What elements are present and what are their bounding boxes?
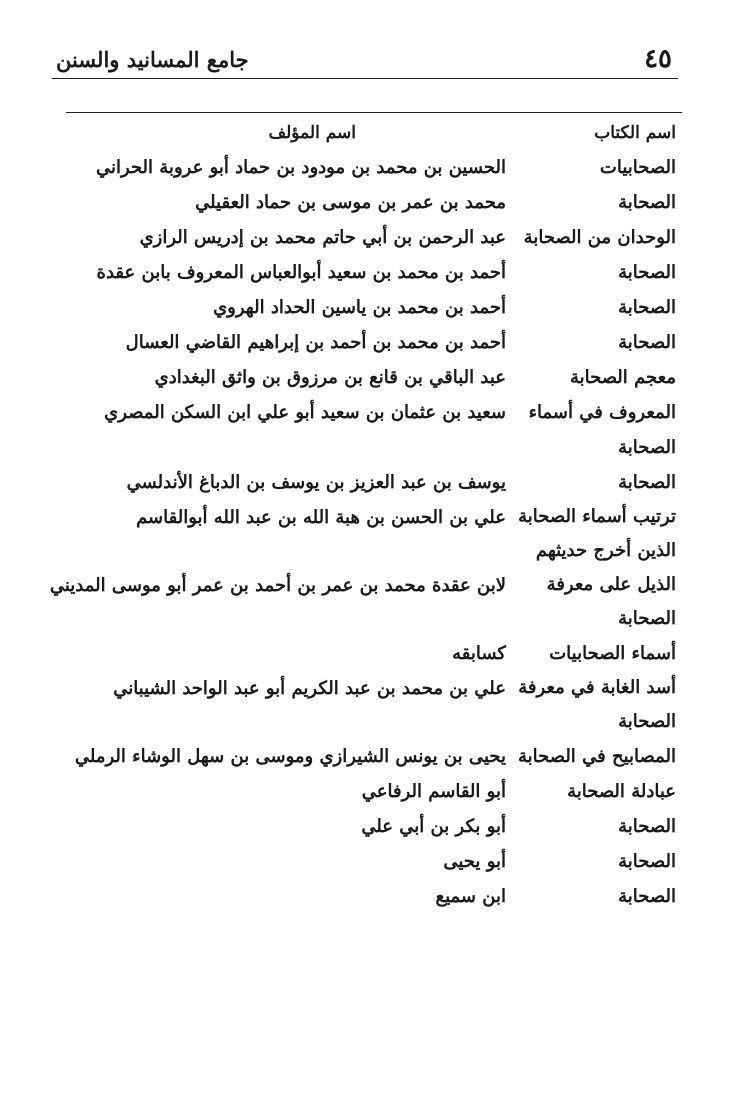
author-name: كسابقه [452,643,506,664]
table-row [66,879,682,914]
book-title: الصحابيات [599,157,676,178]
book-title: معجم الصحابة [569,367,676,388]
table-row [66,774,682,809]
book-title: الصحابة [618,192,676,213]
table-row [66,739,682,774]
table-row [49,568,682,636]
book-title: أسد الغابة في معرفة الصحابة [518,677,676,732]
book-title: الصحابة [618,816,676,837]
table-row [66,671,682,739]
books-table [49,116,682,914]
table-row [66,220,682,255]
table-row [66,325,682,360]
book-title: الصحابة [618,332,676,353]
book-title: الذيل على معرفة الصحابة [546,574,676,629]
author-name: ابن سميع [435,886,506,907]
running-title: جامع المسانيد والسنن [56,47,249,72]
author-name: يوسف بن عبد العزيز بن يوسف بن الدباغ الأندلسي [126,472,506,493]
author-name: محمد بن عمر بن موسى بن حماد العقيلي [195,192,506,213]
column-header-book: اسم الكتاب [594,123,676,143]
book-title: الصحابة [618,262,676,283]
table-row [66,290,682,325]
author-name: أحمد بن محمد بن أحمد بن إبراهيم القاضي العسال [125,332,506,353]
table-row [66,809,682,844]
author-name: علي بن محمد بن عبد الكريم أبو عبد الواحد الشيباني [113,678,506,699]
author-name: سعيد بن عثمان بن سعيد أبو علي ابن السكن المصري [104,402,506,423]
table-row [66,360,682,395]
author-name: لابن عقدة محمد بن عمر بن أحمد بن عمر أبو موسى المديني [49,575,506,596]
book-title: أسماء الصحابيات [549,643,676,664]
table-header-row [66,116,682,150]
book-title: المعروف في أسماء الصحابة [528,402,676,458]
table-row [66,844,682,879]
author-name: عبد الباقي بن قانع بن مرزوق بن واثق البغدادي [154,367,506,388]
author-name: أحمد بن محمد بن ياسين الحداد الهروي [213,297,506,318]
table-row [66,636,682,671]
table-row [66,150,682,185]
book-title: المصابيح في الصحابة [517,746,676,767]
table-row [66,255,682,290]
author-name: عبد الرحمن بن أبي حاتم محمد بن إدريس الرازي [139,227,506,248]
column-header-author: اسم المؤلف [268,123,356,143]
author-name: أبو يحيى [443,851,506,872]
author-name: يحيى بن يونس الشيرازي وموسى بن سهل الوشاء الرملي [74,746,506,767]
book-title: الصحابة [618,886,676,907]
table-row [66,465,682,500]
table-top-rule [66,112,682,113]
table-row [66,395,682,465]
book-title: الصحابة [618,851,676,872]
author-name: أبو القاسم الرفاعي [361,781,506,802]
book-title: الوحدان من الصحابة [523,227,676,248]
book-title: عبادلة الصحابة [567,781,676,802]
author-name: علي بن الحسن بن هبة الله بن عبد الله أبوالقاسم [136,507,506,528]
author-name: الحسين بن محمد بن مودود بن حماد أبو عروبة الحراني [95,157,506,178]
table-row [66,500,682,568]
book-title: ترتيب أسماء الصحابة الذين أخرج حديثهم [518,506,676,561]
page-header [52,44,678,79]
table-row [66,185,682,220]
book-title: الصحابة [618,472,676,493]
author-name: أحمد بن محمد بن سعيد أبوالعباس المعروف بابن عقدة [96,262,506,283]
author-name: أبو بكر بن أبي علي [361,816,506,837]
page-number: ٤٥ [644,44,672,74]
book-title: الصحابة [618,297,676,318]
